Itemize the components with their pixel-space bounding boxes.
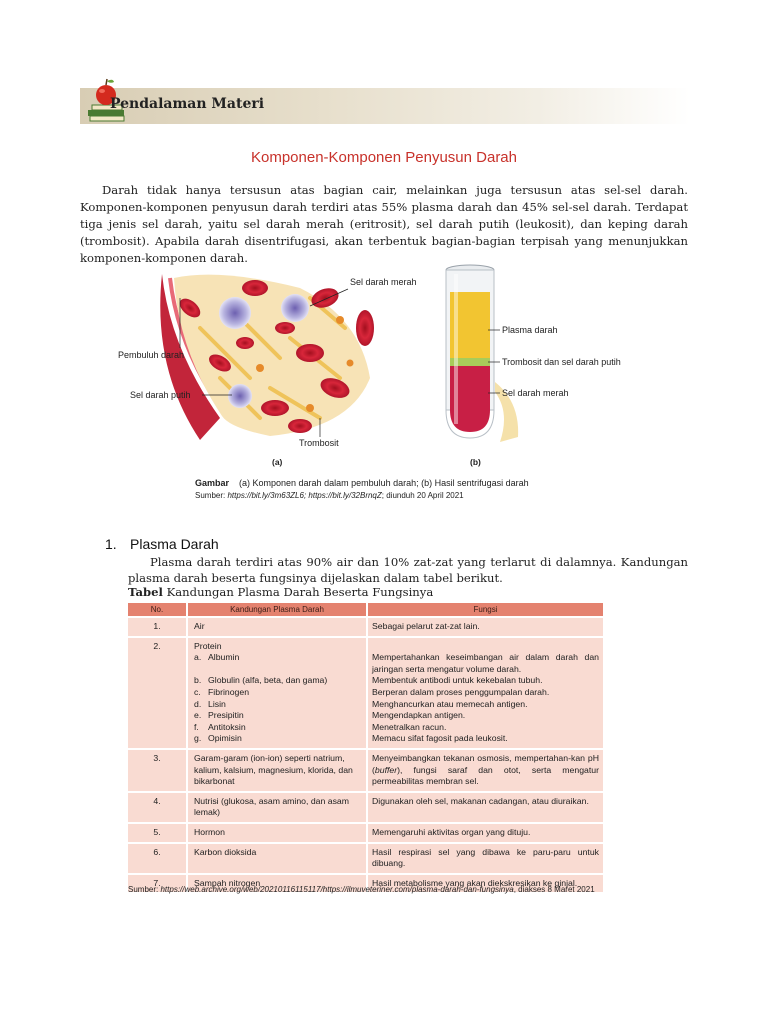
figure-letter-b: (b) [470,457,481,467]
protein-sub-item: b. Globulin (alfa, beta, dan gama) [194,675,328,686]
section-heading [105,536,219,552]
table-source-suffix: , diakses 8 Maret 2021 [513,885,595,894]
protein-fungsi-item: Berperan dalam proses penggumpalan darah. [372,686,550,697]
table-header-row [128,603,603,616]
header-fungsi: Fungsi [366,603,603,616]
protein-sub-item: c. Fibrinogen [194,686,250,697]
figure-source [195,491,464,500]
cell-no: 6. [128,844,186,873]
table-title [128,585,433,599]
table-row [128,844,603,873]
cell-komponen: Hormon [186,824,366,842]
cell-no: 5. [128,824,186,842]
table-title-bold: Tabel [128,585,163,599]
section-paragraph [128,554,688,586]
table-row [128,618,603,636]
intro-paragraph [80,182,688,267]
cell-fungsi: Menyeimbangkan tekanan osmosis, mempertahan-kan pH (buffer), fungsi saraf dan otot, serta mengatur permeabilitas membran sel. [366,750,603,791]
cell-fungsi: Hasil respirasi sel yang dibawa ke paru-paru untuk dibuang. [366,844,603,873]
cell-fungsi [366,638,603,748]
cell-komponen: Garam-garam (ion-ion) seperti natrium, kalium, kalsium, magnesium, klorida, dan bikarbonat [186,750,366,791]
section-text: Plasma darah terdiri atas 90% air dan 10% zat-zat yang terlarut di dalamnya. Kandungan plasma darah beserta fungsinya dijelaskan dalam tabel berikut. [128,555,688,585]
table-row [128,750,603,791]
figure-caption [195,478,529,488]
cell-fungsi: Hasil metabolisme yang akan diekskresikan ke ginjal. [366,875,603,893]
header-no: No. [128,603,186,616]
figure-source-suffix: ; diunduh 20 April 2021 [381,491,464,500]
cell-komponen: Nutrisi (glukosa, asam amino, dan asam lemak) [186,793,366,822]
table-row [128,824,603,842]
cell-no: 1. [128,618,186,636]
cell-no: 3. [128,750,186,791]
table-source-link[interactable]: https://web.archive.org/web/20210116115117/https://ilmuveteriner.com/plasma-darah-dan-fungsinya [160,885,514,894]
label-trombosit-dan-sel-darah-putih: Trombosit dan sel darah putih [502,357,621,367]
protein-sub-item: g. Opimisin [194,733,242,744]
label-sel-darah-merah-b: Sel darah merah [502,388,569,398]
section-number: 1. [105,536,117,552]
protein-sub-item: d. Lisin [194,698,226,709]
cell-komponen [186,638,366,748]
figure-source-prefix: Sumber: [195,491,228,500]
protein-fungsi-item: Membentuk antibodi untuk kekebalan tubuh. [372,675,543,686]
header-kandungan: Kandungan Plasma Darah [186,603,366,616]
cell-komponen: Karbon dioksida [186,844,366,873]
table-row [128,638,603,748]
protein-fungsi-item: Menetralkan racun. [372,721,447,732]
label-sel-darah-merah-a: Sel darah merah [350,277,417,287]
protein-fungsi-item: Memacu sifat fagosit pada leukosit. [372,733,508,744]
table-title-rest: Kandungan Plasma Darah Beserta Fungsinya [162,585,434,599]
protein-sub-item: f. Antitoksin [194,721,246,732]
caption-text: (a) Komponen darah dalam pembuluh darah; (b) Hasil sentrifugasi darah [239,478,529,488]
label-pembuluh-darah: Pembuluh darah [118,350,185,360]
label-plasma-darah: Plasma darah [502,325,558,335]
protein-fungsi-item: Mengendapkan antigen. [372,710,466,721]
cell-komponen: Sampah nitrogen [186,875,366,893]
cell-no: 2. [128,638,186,748]
caption-label: Gambar [195,478,230,488]
protein-sub-item: e. Presipitin [194,710,244,721]
protein-heading: Protein [194,640,222,651]
figure-source-links[interactable]: https://bit.ly/3m63ZL6; https://bit.ly/32BrnqZ [227,491,382,500]
cell-no: 4. [128,793,186,822]
cell-fungsi: Sebagai pelarut zat-zat lain. [366,618,603,636]
cell-fungsi: Memengaruhi aktivitas organ yang dituju. [366,824,603,842]
protein-fungsi-item: Menghancurkan atau memecah antigen. [372,698,528,709]
table-row [128,793,603,822]
section-header-label: Pendalaman Materi [110,96,265,112]
cell-fungsi: Digunakan oleh sel, makanan cadangan, atau diuraikan. [366,793,603,822]
protein-sub-spacer [194,664,362,676]
table-source [128,885,595,894]
figure-a-leader-lines [160,268,380,448]
label-sel-darah-putih: Sel darah putih [130,390,191,400]
protein-sub-item: a. Albumin [194,652,240,663]
section-title: Plasma Darah [130,536,219,552]
plasma-table [128,601,603,894]
cell-no: 7. [128,875,186,893]
protein-fungsi-item: Mempertahankan keseimbangan air dalam darah dan jaringan serta mengatur volume darah. [372,652,599,674]
figure-letter-a: (a) [272,457,283,467]
table-source-prefix: Sumber: [128,885,161,894]
page-title: Komponen-Komponen Penyusun Darah [250,149,517,166]
cell-komponen: Air [186,618,366,636]
protein-fungsi-spacer [372,641,599,653]
label-trombosit: Trombosit [299,438,339,448]
intro-text: Darah tidak hanya tersusun atas bagian cair, melainkan juga tersusun atas sel-sel darah. Komponen-komponen penyusun darah terdiri atas 55% plasma darah dan 45% sel-sel darah. Terdapat tiga jenis sel darah, yaitu sel darah merah (eritrosit), sel darah putih (leukosit), dan keping darah (trombosit). Apabila darah disentrifugasi, akan terbentuk bagian-bagian terpisah yang menunjukkan komponen-komponen darah. [80,183,688,265]
